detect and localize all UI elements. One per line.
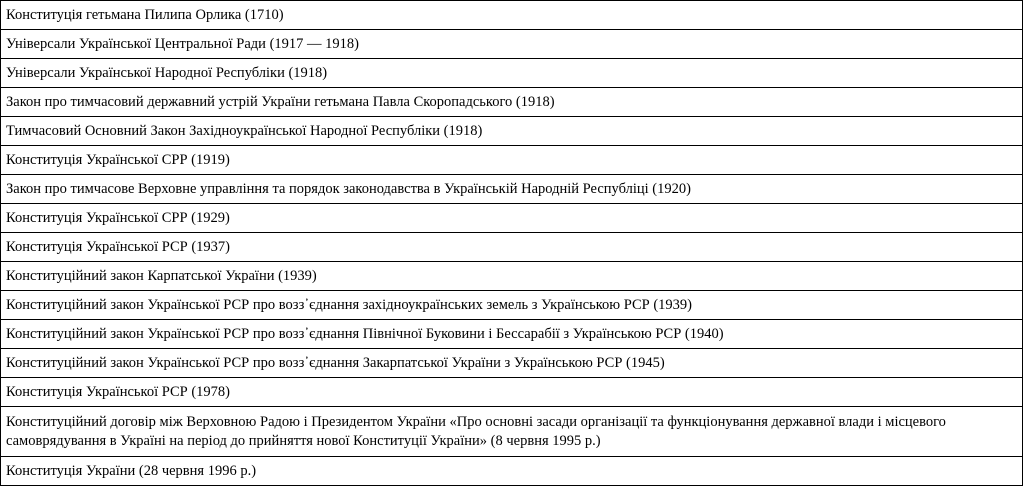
table-row (1, 88, 1023, 117)
table-cell: Конституція Української СРР (1919) (1, 146, 1023, 175)
table-cell: Конституційний договір між Верховною Радою і Президентом України «Про основні засади організації та функціонування державної влади і місцевого самоврядування в Україні на період до прийняття нової Конституції України» (8 червня 1995 р.) (1, 407, 1023, 457)
table-row (1, 233, 1023, 262)
table-cell: Конституційний закон Карпатської України (1939) (1, 262, 1023, 291)
table-cell: Конституція гетьмана Пилипа Орлика (1710) (1, 1, 1023, 30)
table-cell: Конституційний закон Української РСР про возз᾽єднання Північної Буковини і Бессарабії з Українською РСР (1940) (1, 320, 1023, 349)
constitutions-table-body (1, 1, 1023, 486)
table-cell: Конституційний закон Української РСР про возз᾽єднання Закарпатської України з Українською РСР (1945) (1, 349, 1023, 378)
table-row (1, 378, 1023, 407)
table-cell: Закон про тимчасовий державний устрій України гетьмана Павла Скоропадського (1918) (1, 88, 1023, 117)
table-row (1, 320, 1023, 349)
table-cell: Конституція Української СРР (1929) (1, 204, 1023, 233)
table-row (1, 30, 1023, 59)
table-cell: Конституція Української РСР (1937) (1, 233, 1023, 262)
table-cell: Універсали Української Народної Республіки (1918) (1, 59, 1023, 88)
table-row (1, 175, 1023, 204)
table-row (1, 457, 1023, 486)
table-row (1, 204, 1023, 233)
table-row (1, 117, 1023, 146)
table-row (1, 1, 1023, 30)
table-cell: Універсали Української Центральної Ради (1917 — 1918) (1, 30, 1023, 59)
table-row (1, 146, 1023, 175)
table-cell: Закон про тимчасове Верховне управління та порядок законодавства в Українській Народній Республіці (1920) (1, 175, 1023, 204)
table-cell: Тимчасовий Основний Закон Західноукраїнської Народної Республіки (1918) (1, 117, 1023, 146)
table-row (1, 407, 1023, 457)
table-cell: Конституція Української РСР (1978) (1, 378, 1023, 407)
table-row (1, 291, 1023, 320)
table-cell: Конституційний закон Української РСР про возз᾽єднання західноукраїнських земель з Українською РСР (1939) (1, 291, 1023, 320)
table-cell: Конституція України (28 червня 1996 р.) (1, 457, 1023, 486)
table-row (1, 59, 1023, 88)
table-row (1, 349, 1023, 378)
table-row (1, 262, 1023, 291)
